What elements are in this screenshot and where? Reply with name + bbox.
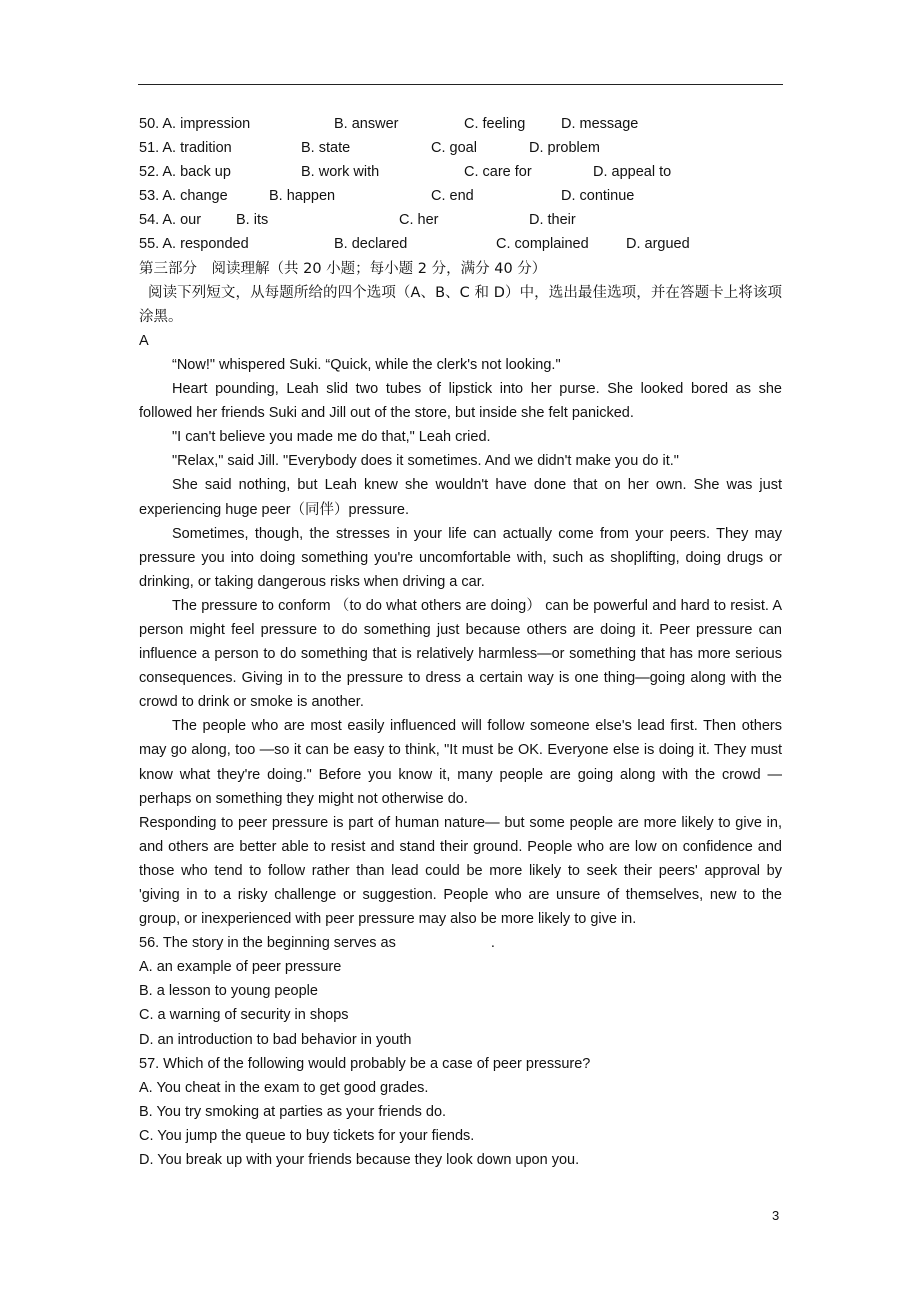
option-d: D. appeal to [593, 164, 672, 181]
cloze-option-row-52 [139, 160, 782, 184]
question-56 [139, 931, 782, 1051]
cloze-option-row-55 [139, 232, 782, 256]
question-option: B. You try smoking at parties as your friends do. [139, 1103, 447, 1120]
option-c: C. her [399, 212, 439, 229]
passage-paragraph: "Relax," said Jill. "Everybody does it sometimes. And we didn't make you do it." [172, 453, 679, 470]
option-a: 51. A. tradition [139, 140, 232, 157]
question-option: C. a warning of security in shops [139, 1007, 349, 1024]
cloze-option-row-51 [139, 136, 782, 160]
passage-paragraph: "I can't believe you made me do that," Leah cried. [172, 429, 491, 446]
passage-paragraph: Heart pounding, Leah slid two tubes of lipstick into her purse. She looked bored as she followed her friends Suki and Jill out of the store, but inside she felt panicked. [139, 381, 782, 422]
passage-paragraph: She said nothing, but Leah knew she wouldn't have done that on her own. She was just experiencing huge peer（同伴）pressure. [139, 477, 782, 518]
option-c: C. care for [464, 164, 532, 181]
question-stem: 57. Which of the following would probably be a case of peer pressure? [139, 1055, 591, 1072]
page-content [139, 112, 782, 1172]
option-c: C. complained [496, 236, 589, 253]
option-b: B. its [236, 212, 269, 229]
question-stem-text: 56. The story in the beginning serves as [139, 935, 396, 952]
option-a: 53. A. change [139, 188, 228, 205]
question-stem-end: . [490, 935, 495, 952]
option-b: B. state [301, 140, 351, 157]
section-title: 第三部分 阅读理解（共 20 小题；每小题 2 分，满分 40 分） [139, 260, 547, 277]
passage-paragraph: The people who are most easily influenced will follow someone else's lead first. Then others may go along, too —so it can be easy to think, "It must be OK. Everyone else is doing it. They must know what they're doing." Before you know it, many people are going along with the crowd —perhaps on something they might not otherwise do. [139, 718, 782, 807]
cloze-options [139, 112, 782, 257]
passage-paragraph: “Now!" whispered Suki. “Quick, while the clerk's not looking." [172, 356, 561, 373]
section-instruction: 阅读下列短文，从每题所给的四个选项（A、B、C 和 D）中，选出最佳选项，并在答题卡上将该项涂黑。 [139, 284, 782, 325]
question-option: B. a lesson to young people [139, 983, 318, 1000]
cloze-option-row-54 [139, 208, 782, 232]
passage-label: A [139, 332, 149, 349]
passage-paragraph: Sometimes, though, the stresses in your life can actually come from your peers. They may pressure you into doing something you're uncomfortable with, such as shoplifting, doing drugs or drinking, or taking dangerous risks when driving a car. [139, 525, 782, 590]
question-option: D. an introduction to bad behavior in youth [139, 1031, 412, 1048]
option-a: 52. A. back up [139, 164, 231, 181]
option-a: 54. A. our [139, 212, 202, 229]
passage-paragraph: Responding to peer pressure is part of human nature— but some people are more likely to give in, and others are better able to resist and stand their ground. People who are low on confidence and those who tend to follow rather than lead could be more likely to seek their peers' approval by 'giving in to a risky challenge or suggestion. People who are unsure of themselves, new to the group, or inexperienced with peer pressure may also be more likely to give in. [139, 814, 782, 928]
question-option: D. You break up with your friends because they look down upon you. [139, 1152, 580, 1169]
question-57 [139, 1052, 782, 1172]
option-a: 50. A. impression [139, 116, 251, 132]
option-d: D. problem [529, 140, 600, 157]
option-d: D. argued [626, 236, 690, 253]
question-stem [139, 931, 782, 955]
option-c: C. goal [431, 140, 477, 157]
option-d: D. continue [561, 188, 635, 205]
cloze-option-row-53 [139, 184, 782, 208]
passage-paragraph: The pressure to conform （to do what others are doing） can be powerful and hard to resist. A person might feel pressure to do something just because others are doing it. Peer pressure can influence a person to do something that is relatively harmless—or something that has more serious consequences. Giving in to the pressure to dress a certain way is one thing—going along with the crowd to drink or smoke is another. [139, 597, 782, 711]
option-b: B. answer [334, 116, 399, 132]
question-option: A. an example of peer pressure [139, 959, 342, 976]
cloze-option-row-50 [139, 112, 782, 136]
option-b: B. happen [269, 188, 336, 205]
question-option: C. You jump the queue to buy tickets for your fiends. [139, 1127, 475, 1144]
option-c: C. end [431, 188, 474, 205]
option-b: B. declared [334, 236, 408, 253]
option-d: D. their [529, 212, 576, 229]
option-d: D. message [561, 116, 639, 132]
reading-passage [139, 353, 782, 931]
option-b: B. work with [301, 164, 380, 181]
page-number: 3 [772, 1208, 780, 1223]
question-option: A. You cheat in the exam to get good grades. [139, 1079, 429, 1096]
header-rule [138, 84, 783, 85]
option-c: C. feeling [464, 116, 526, 132]
option-a: 55. A. responded [139, 236, 249, 253]
